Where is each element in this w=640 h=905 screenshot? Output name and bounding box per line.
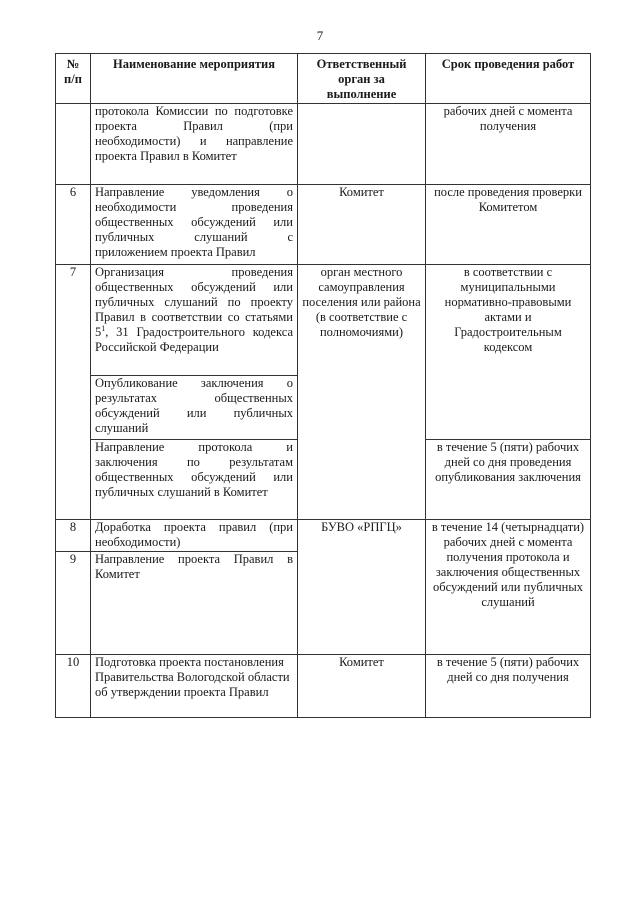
- measures-table: [55, 53, 591, 718]
- table-row: [56, 185, 591, 265]
- row-name-text: Организация проведения общественных обсуждений или публичных слушаний по проекту Правил в соответствии со статьями 5: [95, 265, 293, 339]
- table-row: [56, 265, 591, 376]
- table-header-row: [56, 54, 591, 104]
- responsible-note: (в соответствие с полномочиями): [315, 310, 408, 339]
- header-name: Наименование мероприятия: [91, 54, 298, 104]
- row-name-text-end: , 31 Градостроительного кодекса Российской Федерации: [95, 325, 293, 354]
- row-name-superscript: 1: [101, 323, 106, 333]
- row-deadline: в течение 5 (пяти) рабочих дней со дня проведения опубликования заключения: [426, 440, 591, 520]
- header-responsible: Ответственный орган за выполнение: [298, 54, 426, 104]
- row-name: Направление протокола и заключения по результатам общественных обсуждений или публичных слушаний в Комитет: [91, 440, 298, 520]
- row-deadline: в соответствии с муниципальными нормативно-правовыми актами и Градостроительным кодексом: [426, 265, 591, 440]
- table-row: [56, 104, 591, 185]
- row-num: 10: [56, 655, 91, 718]
- row-responsible: Комитет: [298, 655, 426, 718]
- row-responsible: БУВО «РПГЦ»: [298, 520, 426, 655]
- row-num: [56, 104, 91, 185]
- table-row: [56, 655, 591, 718]
- row-responsible: [298, 104, 426, 185]
- row-num: 7: [56, 265, 91, 520]
- row-name: Доработка проекта правил (при необходимости): [91, 520, 298, 552]
- responsible-text: орган местного самоуправления поселения или района: [302, 265, 421, 309]
- page-number: 7: [316, 28, 324, 43]
- row-deadline: рабочих дней с момента получения: [426, 104, 591, 185]
- header-deadline: Срок проведения работ: [426, 54, 591, 104]
- table-row: [56, 520, 591, 552]
- row-responsible: [298, 265, 426, 520]
- row-num: 6: [56, 185, 91, 265]
- row-name: Направление уведомления о необходимости проведения общественных обсуждений или публичных слушаний с приложением проекта Правил: [91, 185, 298, 265]
- row-deadline: в течение 5 (пяти) рабочих дней со дня получения: [426, 655, 591, 718]
- row-name: Подготовка проекта постановления Правительства Вологодской области об утверждении проекта Правил: [91, 655, 298, 718]
- row-deadline: после проведения проверки Комитетом: [426, 185, 591, 265]
- row-num: 8: [56, 520, 91, 552]
- header-num: № п/п: [56, 54, 91, 104]
- row-name: [91, 265, 298, 376]
- row-responsible: Комитет: [298, 185, 426, 265]
- row-num: 9: [56, 552, 91, 655]
- row-name: Направление проекта Правил в Комитет: [91, 552, 298, 655]
- row-name: протокола Комиссии по подготовке проекта Правил (при необходимости) и направление проекта Правил в Комитет: [91, 104, 298, 185]
- row-deadline: в течение 14 (четырнадцати) рабочих дней с момента получения протокола и заключения общественных обсуждений или публичных слушаний: [426, 520, 591, 655]
- row-name: Опубликование заключения о результатах общественных обсуждений или публичных слушаний: [91, 376, 298, 440]
